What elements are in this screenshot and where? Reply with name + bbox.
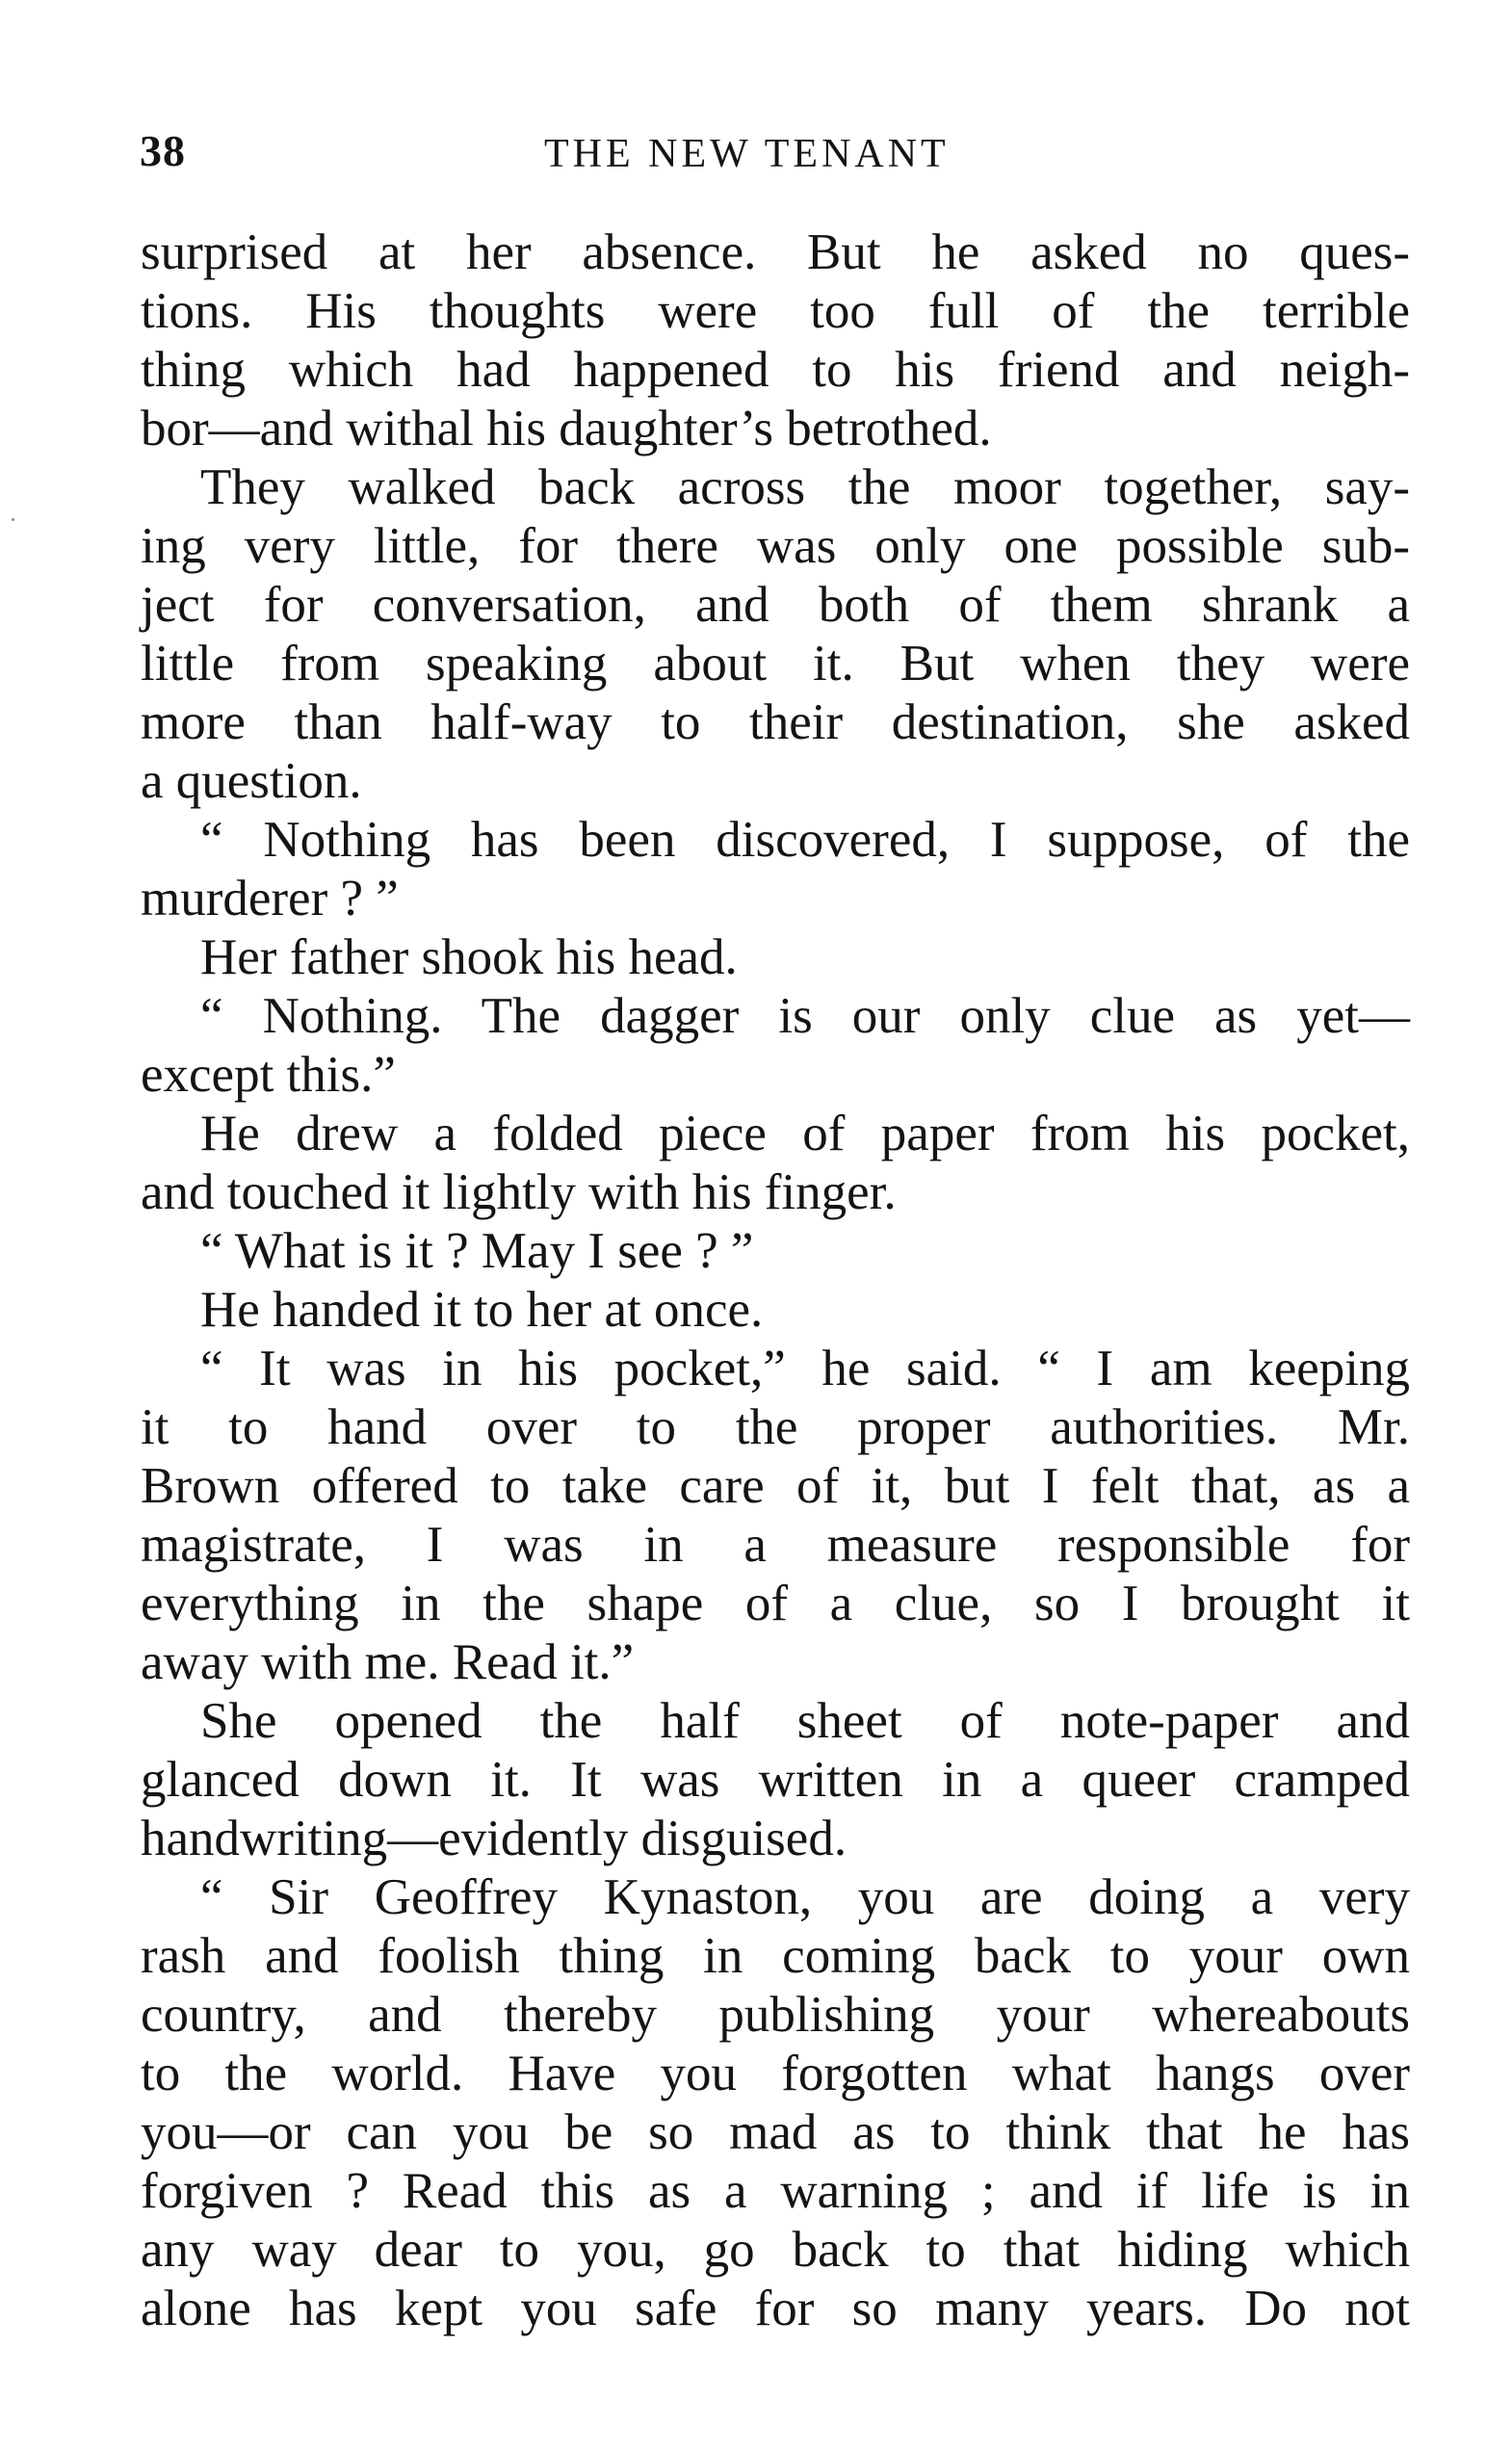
text-line: handwriting—evidently disguised. [141,1811,847,1866]
text-line: She opened the half sheet of note-paper and [200,1693,1410,1749]
text-line: little from speaking about it. But when they were [141,636,1410,691]
text-line: He drew a folded piece of paper from his pocket, [200,1106,1410,1161]
text-line: thing which had happened to his friend and neigh- [141,342,1410,398]
text-line: to the world. Have you forgotten what hangs over [141,2046,1410,2101]
text-line: everything in the shape of a clue, so I brought it [141,1576,1410,1631]
text-line: country, and thereby publishing your whereabouts [141,1987,1410,2043]
text-line: alone has kept you safe for so many years. Do not [141,2281,1410,2336]
text-line: surprised at her absence. But he asked no ques- [141,224,1410,280]
text-line: magistrate, I was in a measure responsible for [141,1517,1410,1573]
text-line: glanced down it. It was written in a queer cramped [141,1752,1410,1808]
text-line: rash and foolish thing in coming back to your own [141,1928,1410,1984]
text-line: Her father shook his head. [200,929,738,985]
text-line: “ Sir Geoffrey Kynaston, you are doing a very [200,1869,1410,1925]
text-line: He handed it to her at once. [200,1282,764,1338]
text-line: murderer ? ” [141,871,399,926]
text-line: away with me. Read it.” [141,1634,635,1690]
text-line: and touched it lightly with his finger. [141,1164,897,1220]
page-number: 38 [140,126,186,175]
text-line: Brown offered to take care of it, but I felt that, as a [141,1458,1410,1514]
text-line: “ It was in his pocket,” he said. “ I am keeping [200,1341,1410,1396]
text-line: “ Nothing has been discovered, I suppose, of the [200,812,1410,868]
text-line: bor—and withal his daughter’s betrothed. [141,401,992,456]
text-line: ject for conversation, and both of them shrank a [141,577,1410,633]
text-line: forgiven ? Read this as a warning ; and if life is in [141,2163,1410,2219]
text-line: a question. [141,753,362,809]
text-line: tions. His thoughts were too full of the terrible [141,283,1410,339]
body-text [141,223,1410,2338]
text-line: you—or can you be so mad as to think that he has [141,2104,1410,2160]
margin-speck [12,518,14,521]
text-line: any way dear to you, go back to that hiding which [141,2222,1410,2278]
text-line: ing very little, for there was only one possible sub- [141,518,1410,574]
text-line: “ Nothing. The dagger is our only clue as yet— [200,988,1410,1044]
text-line: more than half-way to their destination, she asked [141,694,1410,750]
running-header [140,125,1411,183]
text-line: except this.” [141,1047,396,1103]
running-title: THE NEW TENANT [544,132,950,176]
text-line: They walked back across the moor together, say- [200,459,1410,515]
text-line: “ What is it ? May I see ? ” [200,1223,754,1279]
text-line: it to hand over to the proper authorities. Mr. [141,1399,1410,1455]
